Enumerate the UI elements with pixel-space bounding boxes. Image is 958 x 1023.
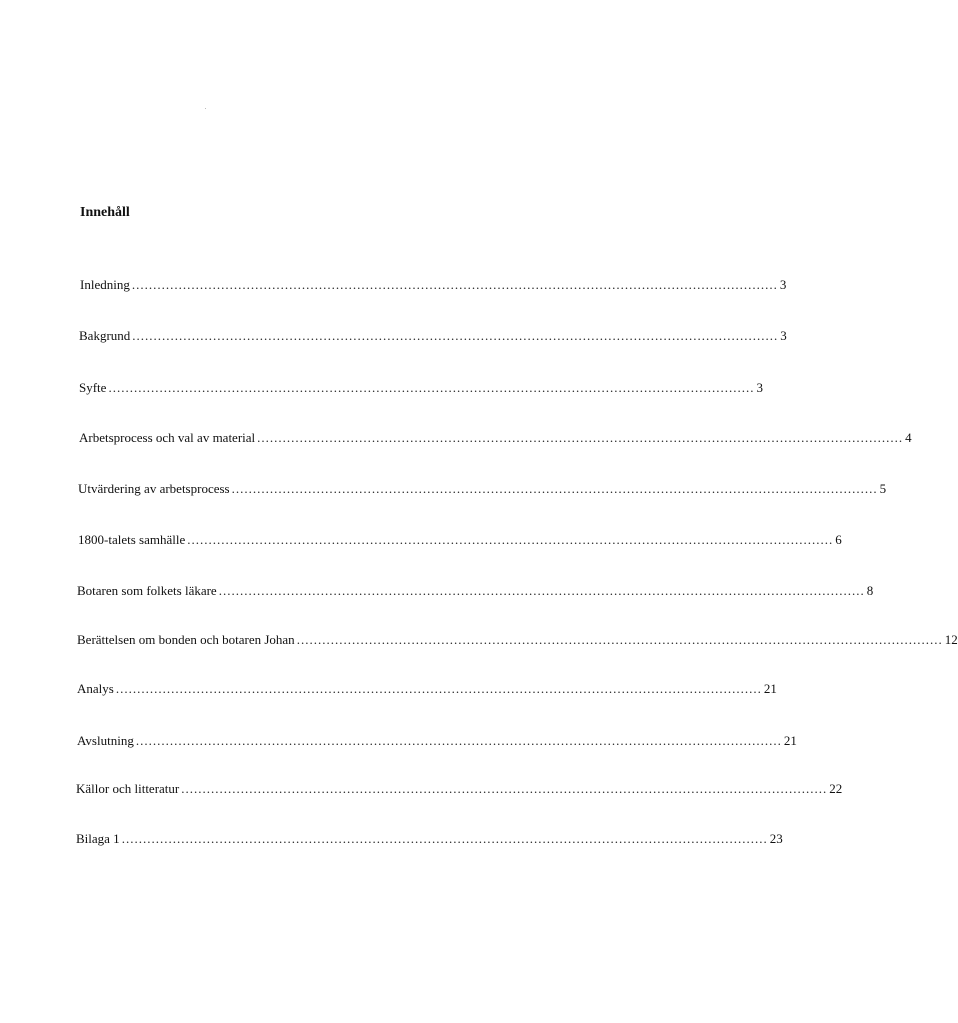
dot-leader: ........................................................................................................................................................ [121,831,768,846]
dot-leader: ........................................................................................................................................................ [115,681,762,696]
dot-leader: ........................................................................................................................................................ [218,583,865,598]
toc-entry-page: 3 [779,277,787,292]
dot-leader: ........................................................................................................................................................ [135,733,782,748]
toc-entry-title: Botaren som folkets läkare [77,583,217,598]
toc-entry [77,731,797,749]
toc-entry-title: Syfte [79,380,107,395]
dot-leader: ........................................................................................................................................................ [187,532,834,547]
toc-entry-page: 23 [769,831,783,846]
toc-entry-title: Berättelsen om bonden och botaren Johan [77,632,295,647]
toc-entry [79,428,912,446]
toc-entry-page: 21 [763,681,777,696]
toc-entry-page: 22 [829,781,843,796]
toc-entry [78,479,887,497]
toc-entry-page: 21 [783,733,797,748]
toc-entry [76,779,843,797]
scan-speck [205,108,206,109]
toc-entry-title: Arbetsprocess och val av material [79,430,256,445]
toc-entry-title: 1800-talets samhälle [78,532,186,547]
toc-entry [79,378,763,396]
toc-entry [80,275,787,293]
dot-leader: ........................................................................................................................................................ [181,781,828,796]
toc-entry [76,829,783,847]
toc-entry-page: 6 [835,532,842,547]
dot-leader: ........................................................................................................................................................ [108,380,755,395]
toc-entry-page: 3 [780,328,787,343]
dot-leader: ........................................................................................................................................................ [257,430,904,445]
dot-leader: ........................................................................................................................................................ [231,481,878,496]
toc-entry [79,326,787,344]
toc-entry-title: Inledning [80,277,130,292]
toc-entry-title: Analys [77,681,114,696]
toc-entry-title: Bakgrund [79,328,131,343]
toc-entry [77,679,777,697]
toc-entry-title: Källor och litteratur [76,781,180,796]
toc-entry-page: 4 [905,430,912,445]
dot-leader: ........................................................................................................................................................ [132,328,779,343]
toc-heading: Innehåll [80,205,130,220]
toc-entry-page: 12 [944,632,958,647]
toc-entry [77,581,874,599]
toc-entry-page: 8 [866,583,874,598]
toc-entry-page: 3 [756,380,763,395]
toc-entry-title: Utvärdering av arbetsprocess [78,481,230,496]
toc-entry-title: Avslutning [77,733,134,748]
toc-entry [78,530,842,548]
dot-leader: ........................................................................................................................................................ [131,277,778,292]
toc-entry-page: 5 [879,481,887,496]
toc-entry [77,630,958,648]
toc-entry-title: Bilaga 1 [76,831,120,846]
dot-leader: ........................................................................................................................................................ [296,632,943,647]
